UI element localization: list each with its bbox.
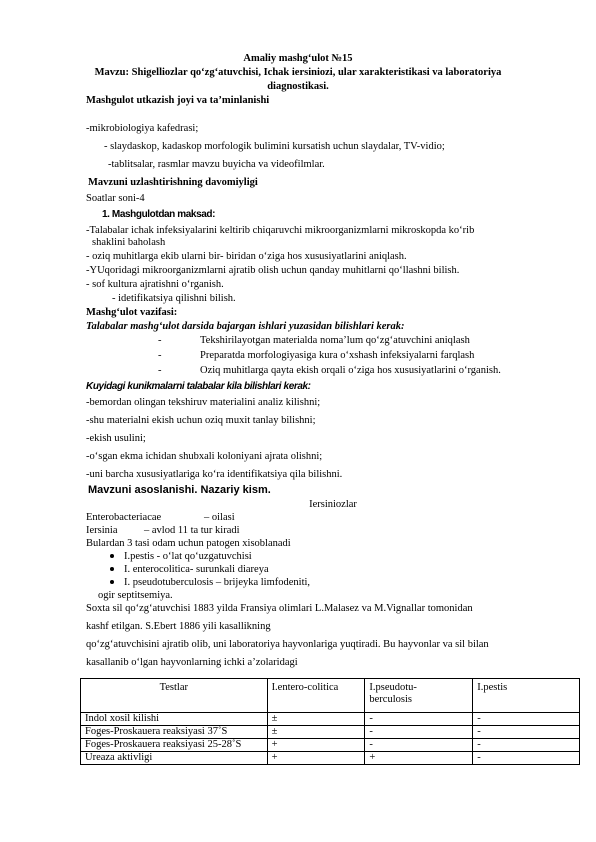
pathogens-intro: Bulardan 3 tasi odam uchun patogen xisoblanadi: [86, 538, 291, 549]
section-title: Iersiniozlar: [309, 499, 357, 510]
skills-heading: Kuyidagi kunikmalarni talabalar kila bilishlari kerak:: [86, 381, 311, 392]
task-item-3: Oziq muhitlarga qayta ekish orqali o‘ziga hos xususiyatlarini o‘rganish.: [200, 365, 501, 376]
pathogens-tail: ogir septitsemiya.: [98, 590, 173, 601]
page-title: Amaliy mashg‘ulot №15: [243, 53, 353, 64]
table-header-row: [81, 679, 580, 713]
table-cell: +: [365, 752, 473, 765]
table-cell: -: [365, 739, 473, 752]
place-heading: Mashgulot utkazish joyi va ta’minlanishi: [86, 95, 270, 106]
skills-line-3: -ekish usulini;: [86, 433, 146, 444]
place-line-2: - slaydaskop, kadaskop morfologik bulimini kursatish uchun slaydalar, TV-vidio;: [104, 141, 445, 152]
table-cell: ±: [267, 726, 365, 739]
duration-heading: Mavzuni uzlashtirishning davomiyligi: [88, 177, 258, 188]
table-cell: ±: [267, 713, 365, 726]
table-header-cell: I.pestis: [473, 679, 580, 713]
skills-line-2: -shu materialni ekish uchun oziq muxit tanlay bilishni;: [86, 415, 316, 426]
table-row: [81, 713, 580, 726]
table-header-cell: I.pseudotu- berculosis: [365, 679, 473, 713]
task-dash-3: -: [158, 365, 162, 376]
goal-line-3: - oziq muhitlarga ekib ularni bir- biridan o‘ziga hos xususiyatlarini aniqlash.: [86, 251, 407, 262]
subject-line-1: Mavzu: Shigelliozlar qo‘zg‘atuvchisi, Ichak iersiniozi, ular xarakteristikasi va laboratoriya: [94, 67, 502, 78]
task-item-1: Tekshirilayotgan materialda noma’lum qo‘zg‘atuvchini aniqlash: [200, 335, 470, 346]
genus-note: – avlod 11 ta tur kiradi: [144, 525, 240, 536]
table-cell: -: [473, 739, 580, 752]
table-cell: +: [267, 752, 365, 765]
goal-line-5: - sof kultura ajratishni o‘rganish.: [86, 279, 224, 290]
genus-label: Iersinia: [86, 525, 118, 536]
table-header-cell: Testlar: [81, 679, 268, 713]
task-item-2: Preparatda morfologiyasiga kura o‘xshash infeksiyalarni farqlash: [200, 350, 475, 361]
table-cell: +: [267, 739, 365, 752]
table-cell: -: [473, 752, 580, 765]
place-line-1: -mikrobiologiya kafedrasi;: [86, 123, 199, 134]
table-header-cell: I.entero-colitica: [267, 679, 365, 713]
family-label: Enterobacteriacae: [86, 512, 162, 523]
history-line-1: Soxta sil qo‘zg‘atuvchisi 1883 yilda Fransiya olimlari L.Malasez va M.Vignallar tomonidan: [86, 603, 473, 614]
skills-line-1: -bemordan olingan tekshiruv materialini analiz kilishni;: [86, 397, 321, 408]
table-row: [81, 739, 580, 752]
history-line-4: kasallanib o‘lgan hayvonlarning ichki a’zolaridagi: [86, 657, 298, 668]
subject-line-2: diagnostikasi.: [267, 81, 329, 92]
duration-hours: Soatlar soni-4: [86, 193, 145, 204]
bullet-dot-icon: [110, 580, 114, 584]
tasks-heading: Mashg‘ulot vazifasi:: [86, 307, 178, 318]
pathogen-item-1: I.pestis - o‘lat qo‘uzgatuvchisi: [124, 551, 252, 562]
table-row: [81, 726, 580, 739]
tests-table: [80, 678, 580, 765]
goal-heading: 1. Mashgulotdan maksad:: [102, 209, 216, 220]
table-cell: Indol xosil kilishi: [81, 713, 268, 726]
skills-line-5: -uni barcha xususiyatlariga ko‘ra identifikatsiya qila bilishni.: [86, 469, 343, 480]
table-row: [81, 752, 580, 765]
pathogen-item-2: I. enterocolitica- surunkali diareya: [124, 564, 269, 575]
table-cell: Ureaza aktivligi: [81, 752, 268, 765]
bullet-dot-icon: [110, 567, 114, 571]
task-dash-2: -: [158, 350, 162, 361]
family-note: – oilasi: [204, 512, 235, 523]
history-line-3: qo‘zg‘atuvchisini ajratib olib, uni laboratoriya hayvonlariga yuqtiradi. Bu hayvonlar va sil bilan: [86, 639, 489, 650]
history-line-2: kashf etilgan. S.Ebert 1886 yili kasallikning: [86, 621, 271, 632]
place-line-3: -tablitsalar, rasmlar mavzu buyicha va videofilmlar.: [108, 159, 325, 170]
basics-heading: Mavzuni asoslanishi. Nazariy kism.: [88, 484, 271, 496]
skills-line-4: -o‘sgan ekma ichidan shubxali koloniyani ajrata olishni;: [86, 451, 323, 462]
goal-line-6: - idetifikatsiya qilishni bilish.: [112, 293, 236, 304]
table-cell: -: [473, 713, 580, 726]
table-cell: Foges-Proskauera reaksiyasi 25-28˚S: [81, 739, 268, 752]
pathogen-item-3: I. pseudotuberculosis – brijeyka limfodeniti,: [124, 577, 311, 588]
tasks-subheading: Talabalar mashg‘ulot darsida bajargan ishlari yuzasidan bilishlari kerak:: [86, 321, 405, 332]
table-cell: -: [365, 713, 473, 726]
task-dash-1: -: [158, 335, 162, 346]
table-cell: Foges-Proskauera reaksiyasi 37˚S: [81, 726, 268, 739]
table-cell: -: [473, 726, 580, 739]
goal-line-1: -Talabalar ichak infeksiyalarini keltirib chiqaruvchi mikroorganizmlarni mikroskopda ko‘rib: [86, 225, 475, 236]
bullet-dot-icon: [110, 554, 114, 558]
table-cell: -: [365, 726, 473, 739]
goal-line-4: -YUqoridagi mikroorganizmlarni ajratib olish uchun qanday muhitlarni qo‘llashni bilish.: [86, 265, 460, 276]
goal-line-2: shaklini baholash: [92, 237, 166, 248]
